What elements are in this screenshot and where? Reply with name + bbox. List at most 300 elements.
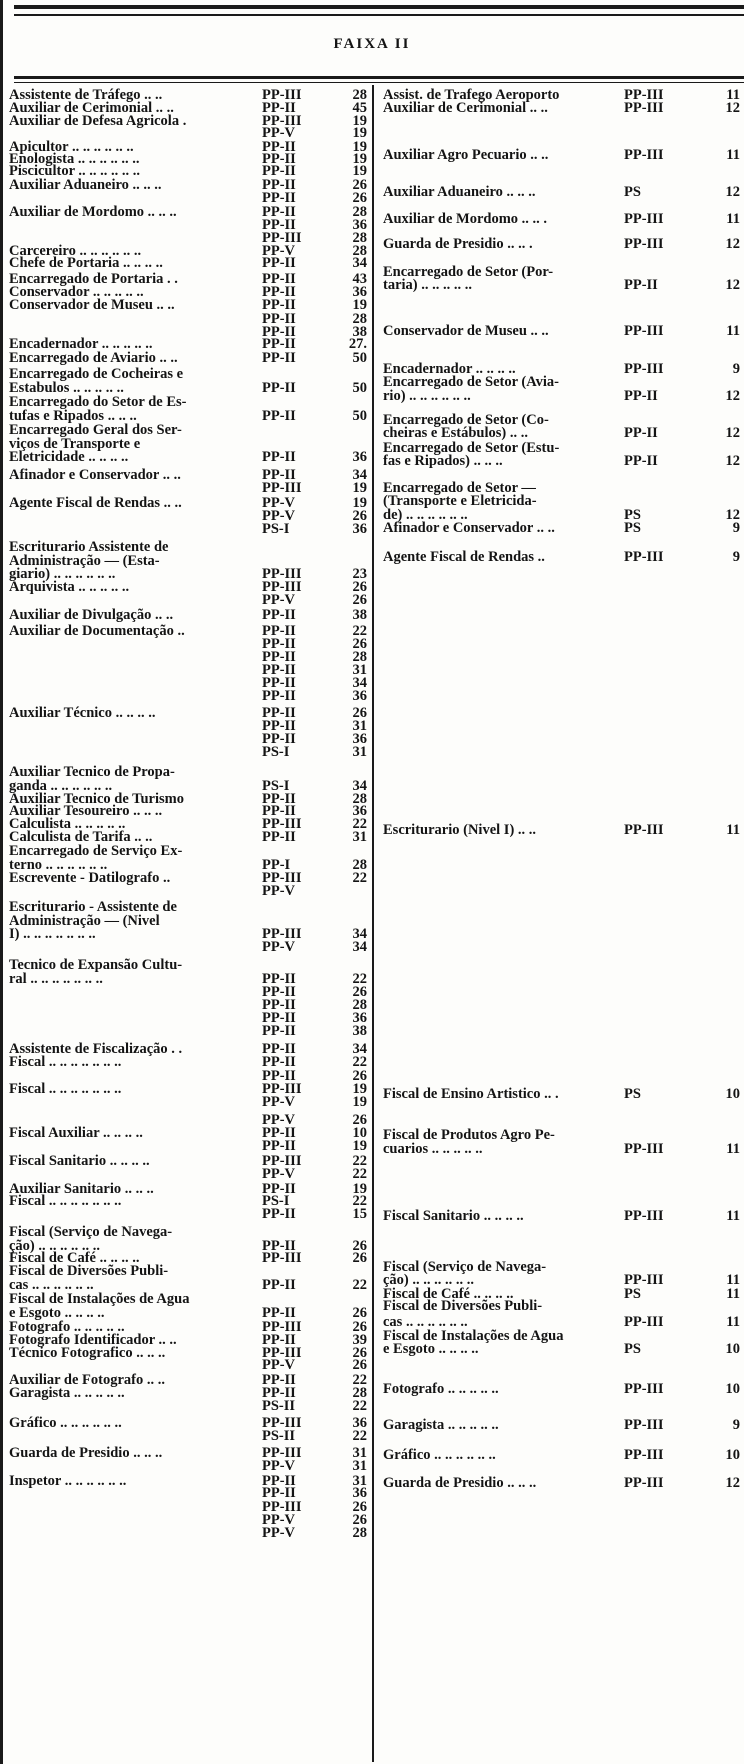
position-title: Conservador .. .. .. .. .. — [9, 285, 144, 299]
right-entry-row — [0, 389, 744, 403]
position-title: Fiscal (Serviço de Navega- — [383, 1260, 547, 1274]
position-title: Guarda de Presidio .. .. .. — [383, 1476, 537, 1490]
position-title: Fiscal .. .. .. .. .. .. .. — [9, 1055, 122, 1069]
reference-number: 28 — [352, 1385, 367, 1401]
reference-number: 34 — [352, 926, 367, 942]
position-title: Encarregado Geral dos Ser- — [9, 423, 182, 437]
reference-number: 10 — [725, 1086, 740, 1102]
left-entry-row — [0, 706, 744, 720]
left-entry-row — [0, 858, 744, 872]
position-title: Fiscal de Café .. .. .. .. — [383, 1287, 514, 1301]
reference-number: 36 — [352, 217, 367, 233]
reference-number: 12 — [725, 425, 740, 441]
position-title: Encarregado de Portaria . . — [9, 272, 178, 286]
salary-class: PP-II — [262, 829, 296, 845]
salary-class: PP-V — [262, 1094, 296, 1110]
left-entry-row — [0, 927, 744, 941]
reference-number: 38 — [352, 607, 367, 623]
reference-number: 19 — [352, 1138, 367, 1154]
salary-class: PP-II — [262, 1041, 296, 1057]
right-entry-row — [0, 101, 744, 115]
reference-number: 22 — [352, 1372, 367, 1388]
position-title: Inspetor .. .. .. .. .. .. — [9, 1474, 127, 1488]
position-title: terno .. .. .. .. .. .. — [9, 858, 108, 872]
reference-number: 19 — [352, 139, 367, 155]
reference-number: 22 — [352, 870, 367, 886]
reference-number: 36 — [352, 731, 367, 747]
salary-class: PP-II — [262, 311, 296, 327]
position-title: Apicultor .. .. .. .. .. .. — [9, 140, 134, 154]
salary-class: PP-II — [262, 151, 296, 167]
reference-number: 19 — [352, 151, 367, 167]
salary-class: PS — [624, 1286, 641, 1302]
position-title: Encarregado de Setor (Por- — [383, 265, 554, 279]
reference-number: 31 — [352, 1458, 367, 1474]
reference-number: 28 — [352, 311, 367, 327]
position-title: Auxiliar de Documentação .. — [9, 624, 185, 638]
reference-number: 28 — [352, 243, 367, 259]
position-title: Carcereiro .. .. .. .. .. .. — [9, 244, 142, 258]
salary-class: PP-II — [262, 688, 296, 704]
position-title: cheiras e Estábulos) .. .. — [383, 426, 528, 440]
left-entry-row — [0, 1225, 744, 1239]
right-entry-row — [0, 1299, 744, 1313]
position-title: Fotografo .. .. .. .. .. — [9, 1320, 125, 1334]
salary-class: PS — [624, 520, 641, 536]
reference-number: 50 — [352, 408, 367, 424]
section-title: FAIXA II — [333, 36, 411, 52]
position-title: Gráfico .. .. .. .. .. .. — [383, 1448, 496, 1462]
reference-number: 34 — [352, 1041, 367, 1057]
salary-class: PP-II — [262, 1238, 296, 1254]
right-entry-row — [0, 1382, 744, 1396]
salary-class: PP-III — [262, 1499, 302, 1515]
salary-class: PP-V — [262, 495, 296, 511]
salary-class: PP-II — [262, 1485, 296, 1501]
salary-class: PS-I — [262, 521, 290, 537]
salary-class: PP-II — [262, 1054, 296, 1070]
position-title: Guarda de Presidio .. .. .. — [9, 1446, 163, 1460]
reference-number: 22 — [352, 1166, 367, 1182]
left-entry-row — [0, 126, 744, 140]
position-title: Fotografo .. .. .. .. .. — [383, 1382, 499, 1396]
salary-class: PP-II — [262, 1206, 296, 1222]
reference-number: 26 — [352, 1345, 367, 1361]
reference-number: 26 — [352, 1068, 367, 1084]
position-title: Auxiliar de Defesa Agricola . — [9, 114, 187, 128]
salary-class: PP-II — [262, 731, 296, 747]
salary-class: PP-II — [262, 467, 296, 483]
reference-number: 27. — [348, 336, 367, 352]
reference-number: 28 — [352, 87, 367, 103]
position-title: Fiscal Sanitario .. .. .. .. — [383, 1209, 524, 1223]
right-entry-row — [0, 237, 744, 251]
salary-class: PP-V — [262, 592, 296, 608]
right-entry-row — [0, 1315, 744, 1329]
left-entry-row — [0, 608, 744, 622]
salary-class: PP-II — [262, 100, 296, 116]
salary-class: PS — [624, 1341, 641, 1357]
reference-number: 50 — [352, 380, 367, 396]
salary-class: PP-II — [262, 190, 296, 206]
position-title: Calculista de Tarifa .. .. — [9, 830, 153, 844]
left-entry-row — [0, 985, 744, 999]
position-title: Auxiliar de Divulgação .. .. — [9, 608, 174, 622]
right-entry-row — [0, 494, 744, 511]
position-title: Técnico Fotografico .. .. .. — [9, 1346, 166, 1360]
reference-number: 10 — [725, 1341, 740, 1357]
position-title: Fiscal de Produtos Agro Pe- — [383, 1128, 555, 1142]
position-title: Conservador de Museu .. .. — [383, 324, 549, 338]
reference-number: 9 — [732, 361, 740, 377]
position-title: Encarregado de Setor — — [383, 481, 536, 495]
left-entry-row — [0, 337, 744, 351]
left-entry-row — [0, 1167, 744, 1181]
salary-class: PP-III — [262, 926, 302, 942]
reference-number: 36 — [352, 803, 367, 819]
position-title: Administração — (Nivel — [9, 914, 160, 928]
position-title: Conservador de Museu .. .. — [9, 298, 175, 312]
reference-number: 12 — [725, 388, 740, 404]
salary-class: PP-III — [624, 822, 664, 838]
salary-class: PP-III — [624, 1208, 664, 1224]
position-title: e Esgoto .. .. .. .. — [383, 1342, 479, 1356]
reference-number: 36 — [352, 284, 367, 300]
salary-class: PP-II — [262, 1372, 296, 1388]
position-title: giario) .. .. .. .. .. .. — [9, 567, 116, 581]
reference-number: 12 — [725, 507, 740, 523]
right-entry-row — [0, 1142, 744, 1156]
position-title: Fiscal (Serviço de Navega- — [9, 1225, 173, 1239]
reference-number: 22 — [352, 971, 367, 987]
top-rule-thick — [14, 5, 744, 9]
left-entry-row — [0, 1011, 744, 1025]
salary-class: PP-II — [262, 607, 296, 623]
reference-number: 28 — [352, 230, 367, 246]
header-rule-thick — [14, 76, 744, 79]
reference-number: 31 — [352, 1473, 367, 1489]
position-title: I) .. .. .. .. .. .. .. — [9, 927, 96, 941]
reference-number: 28 — [352, 997, 367, 1013]
salary-class: PS-II — [262, 1398, 296, 1414]
reference-number: 22 — [352, 1277, 367, 1293]
salary-class: PP-II — [262, 803, 296, 819]
reference-number: 28 — [352, 857, 367, 873]
reference-number: 50 — [352, 350, 367, 366]
left-entry-row — [0, 298, 744, 312]
salary-class: PP-II — [262, 1125, 296, 1141]
right-entry-row — [0, 823, 744, 837]
salary-class: PP-III — [624, 1272, 664, 1288]
salary-class: PP-II — [262, 649, 296, 665]
reference-number: 26 — [352, 1305, 367, 1321]
position-title: Auxiliar de Mordomo .. .. . — [383, 212, 548, 226]
reference-number: 34 — [352, 939, 367, 955]
salary-class: PP-II — [262, 1138, 296, 1154]
salary-class: PP-III — [262, 230, 302, 246]
right-entry-row — [0, 375, 744, 389]
left-entry-row — [0, 1526, 744, 1540]
position-title: ção) .. .. .. .. .. .. — [9, 1239, 101, 1253]
salary-class: PS — [624, 184, 641, 200]
reference-number: 10 — [725, 1447, 740, 1463]
reference-number: 22 — [352, 623, 367, 639]
salary-class: PP-III — [624, 87, 664, 103]
reference-number: 22 — [352, 1193, 367, 1209]
reference-number: 23 — [352, 566, 367, 582]
position-title: Fiscal Sanitario .. .. .. .. — [9, 1154, 150, 1168]
reference-number: 28 — [352, 649, 367, 665]
position-title: Assist. de Trafego Aeroporto — [383, 88, 560, 102]
position-title: Fiscal .. .. .. .. .. .. .. — [9, 1194, 122, 1208]
position-title: Guarda de Presidio .. .. . — [383, 237, 533, 251]
reference-number: 11 — [726, 1272, 740, 1288]
reference-number: 12 — [725, 1475, 740, 1491]
position-title: ganda .. .. .. .. .. .. — [9, 779, 113, 793]
salary-class: PP-III — [262, 1081, 302, 1097]
salary-class: PP-II — [262, 449, 296, 465]
position-title: Auxiliar Agro Pecuario .. .. — [383, 148, 549, 162]
right-entry-row — [0, 324, 744, 338]
left-entry-row — [0, 1024, 744, 1038]
header-rule-thin — [14, 82, 744, 83]
right-entry-row — [0, 1125, 744, 1142]
reference-number: 11 — [726, 1141, 740, 1157]
reference-number: 12 — [725, 453, 740, 469]
reference-number: 34 — [352, 675, 367, 691]
reference-number: 15 — [352, 1206, 367, 1222]
reference-number: 19 — [352, 297, 367, 313]
position-title: Afinador e Conservador .. .. — [383, 521, 555, 535]
salary-class: PP-III — [624, 549, 664, 565]
position-title: Auxiliar Sanitario .. .. .. — [9, 1182, 154, 1196]
reference-number: 31 — [352, 1445, 367, 1461]
position-title: Encarregado de Serviço Ex- — [9, 844, 183, 858]
left-entry-row — [0, 900, 744, 914]
left-entry-row — [0, 1069, 744, 1083]
reference-number: 26 — [352, 1512, 367, 1528]
position-title: Chefe de Portaria .. .. .. .. — [9, 256, 163, 270]
left-entry-row — [0, 624, 744, 638]
position-title: rio) .. .. .. .. .. .. — [383, 389, 471, 403]
reference-number: 22 — [352, 1428, 367, 1444]
reference-number: 12 — [725, 277, 740, 293]
left-entry-row — [0, 745, 744, 759]
reference-number: 19 — [352, 163, 367, 179]
reference-number: 19 — [352, 1094, 367, 1110]
position-title: Fiscal .. .. .. .. .. .. .. — [9, 1082, 122, 1096]
salary-class: PP-II — [262, 350, 296, 366]
reference-number: 12 — [725, 236, 740, 252]
salary-class: PP-II — [262, 408, 296, 424]
position-title: Auxiliar de Cerimonial .. .. — [383, 101, 548, 115]
reference-number: 31 — [352, 662, 367, 678]
reference-number: 26 — [352, 190, 367, 206]
position-title: Eletricidade .. .. .. .. — [9, 450, 129, 464]
position-title: Escriturario Assistente de — [9, 540, 169, 554]
salary-class: PP-V — [262, 1112, 296, 1128]
left-entry-row — [0, 940, 744, 954]
reference-number: 34 — [352, 778, 367, 794]
right-entry-row — [0, 1206, 744, 1224]
position-title: Agente Fiscal de Rendas .. .. — [9, 496, 182, 510]
position-title: ral .. .. .. .. .. .. .. — [9, 972, 103, 986]
position-title: cas .. .. .. .. .. .. — [9, 1278, 94, 1292]
reference-number: 43 — [352, 271, 367, 287]
position-title: Fiscal de Diversões Publi- — [9, 1264, 169, 1278]
salary-class: PP-V — [262, 508, 296, 524]
salary-class: PS-I — [262, 1193, 290, 1209]
left-entry-row — [0, 689, 744, 703]
reference-number: 34 — [352, 467, 367, 483]
salary-class: PP-III — [262, 113, 302, 129]
salary-class: PP-II — [262, 997, 296, 1013]
salary-class: PP-II — [262, 177, 296, 193]
right-entry-row — [0, 148, 744, 162]
right-entry-row — [0, 521, 744, 535]
salary-class: PP-III — [624, 361, 664, 377]
reference-number: 28 — [352, 204, 367, 220]
position-title: taria) .. .. .. .. .. — [383, 278, 472, 292]
top-rule-thin — [14, 14, 744, 16]
position-title: Fiscal de Instalações de Agua — [9, 1292, 190, 1306]
reference-number: 11 — [726, 822, 740, 838]
left-entry-row — [0, 676, 744, 690]
salary-class: PP-II — [262, 336, 296, 352]
reference-number: 26 — [352, 1499, 367, 1515]
salary-class: PP-V — [262, 1525, 296, 1541]
salary-class: PP-III — [624, 100, 664, 116]
reference-number: 11 — [726, 1208, 740, 1224]
reference-number: 26 — [352, 508, 367, 524]
salary-class: PP-II — [262, 971, 296, 987]
position-title: Auxiliar de Mordomo .. .. .. — [9, 205, 177, 219]
position-title: cuarios .. .. .. .. .. — [383, 1142, 483, 1156]
position-title: Calculista .. .. .. .. .. — [9, 817, 126, 831]
salary-class: PP-V — [262, 883, 296, 899]
salary-class: PP-II — [262, 1305, 296, 1321]
reference-number: 11 — [726, 323, 740, 339]
reference-number: 11 — [726, 87, 740, 103]
salary-class: PP-III — [262, 1415, 302, 1431]
position-title: Fotografo Identificador .. .. — [9, 1333, 177, 1347]
reference-number: 31 — [352, 744, 367, 760]
position-title: Assistente de Fiscalização . . — [9, 1042, 183, 1056]
salary-class: PP-II — [262, 1023, 296, 1039]
reference-number: 11 — [726, 1314, 740, 1330]
reference-number: 22 — [352, 816, 367, 832]
left-entry-row — [0, 637, 744, 651]
position-title: Auxiliar Tecnico de Turismo — [9, 792, 184, 806]
salary-class: PP-II — [262, 1473, 296, 1489]
right-entry-row — [0, 1473, 744, 1491]
position-title: Escrevente - Datilografo .. — [9, 871, 171, 885]
reference-number: 19 — [352, 1181, 367, 1197]
reference-number: 19 — [352, 125, 367, 141]
right-entry-row — [0, 550, 744, 564]
left-entry-row — [0, 1113, 744, 1127]
salary-class: PP-III — [262, 566, 302, 582]
left-entry-row — [0, 593, 744, 607]
salary-class: PP-V — [262, 1458, 296, 1474]
salary-class: PP-II — [262, 1181, 296, 1197]
salary-class: PP-II — [262, 675, 296, 691]
salary-class: PP-II — [262, 1068, 296, 1084]
salary-class: PP-II — [262, 284, 296, 300]
position-title: cas .. .. .. .. .. .. — [383, 1315, 468, 1329]
reference-number: 26 — [352, 1357, 367, 1373]
salary-class: PP-II — [262, 1010, 296, 1026]
position-title: Encarregado de Cocheiras e — [9, 367, 184, 381]
salary-class: PP-II — [262, 1277, 296, 1293]
right-entry-row — [0, 185, 744, 199]
position-title: Tecnico de Expansão Cultu- — [9, 958, 183, 972]
left-entry-row — [0, 719, 744, 733]
salary-class: PP-II — [262, 163, 296, 179]
reference-number: 28 — [352, 791, 367, 807]
position-title: Escriturario (Nivel I) .. .. — [383, 823, 537, 837]
position-title: tufas e Ripados .. .. .. — [9, 409, 137, 423]
reference-number: 19 — [352, 113, 367, 129]
reference-number: 31 — [352, 829, 367, 845]
right-entry-row — [0, 454, 744, 468]
left-entry-row — [0, 663, 744, 677]
salary-class: PP-V — [262, 1357, 296, 1373]
position-title: Encarregado de Aviario .. .. — [9, 351, 178, 365]
left-entry-row — [0, 914, 744, 928]
position-title: Encadernador .. .. .. .. — [383, 362, 516, 376]
salary-class: PP-III — [262, 1345, 302, 1361]
salary-class: PP-III — [262, 1445, 302, 1461]
left-entry-row — [0, 1500, 744, 1514]
salary-class: PP-I — [262, 857, 291, 873]
salary-class: PP-III — [262, 1250, 302, 1266]
position-title: Encarregado de Setor (Estu- — [383, 441, 560, 455]
reference-number: 26 — [352, 636, 367, 652]
salary-class: PP-II — [262, 217, 296, 233]
left-entry-row — [0, 1513, 744, 1527]
left-entry-row — [0, 958, 744, 972]
salary-class: PP-II — [262, 271, 296, 287]
position-title: Gráfico .. .. .. .. .. .. — [9, 1416, 122, 1430]
position-title: Piscicultor .. .. .. .. .. .. — [9, 164, 141, 178]
position-title: Afinador e Conservador .. .. — [9, 468, 181, 482]
position-title: Auxiliar de Cerimonial .. .. — [9, 101, 174, 115]
position-title: Fiscal de Café .. .. .. .. — [9, 1251, 140, 1265]
salary-class: PP-II — [262, 297, 296, 313]
position-title: (Transporte e Eletricida- — [383, 494, 537, 508]
position-title: Auxiliar de Fotografo .. .. — [9, 1373, 165, 1387]
reference-number: 10 — [725, 1381, 740, 1397]
reference-number: 9 — [732, 520, 740, 536]
salary-class: PP-III — [262, 87, 302, 103]
position-title: Assistente de Tráfego .. .. — [9, 88, 163, 102]
salary-class: PS-I — [262, 744, 290, 760]
left-entry-row — [0, 1042, 744, 1056]
salary-class: PS — [624, 507, 641, 523]
salary-class: PP-II — [262, 204, 296, 220]
salary-class: PP-III — [624, 1417, 664, 1433]
salary-class: PP-III — [262, 480, 302, 496]
right-entry-row — [0, 1273, 744, 1287]
position-title: Auxiliar Aduaneiro .. .. .. — [9, 178, 162, 192]
position-title: Arquivista .. .. .. .. .. — [9, 580, 130, 594]
reference-number: 26 — [352, 177, 367, 193]
salary-class: PP-II — [624, 388, 658, 404]
salary-class: PP-II — [262, 705, 296, 721]
reference-number: 28 — [352, 1525, 367, 1541]
reference-number: 36 — [352, 521, 367, 537]
